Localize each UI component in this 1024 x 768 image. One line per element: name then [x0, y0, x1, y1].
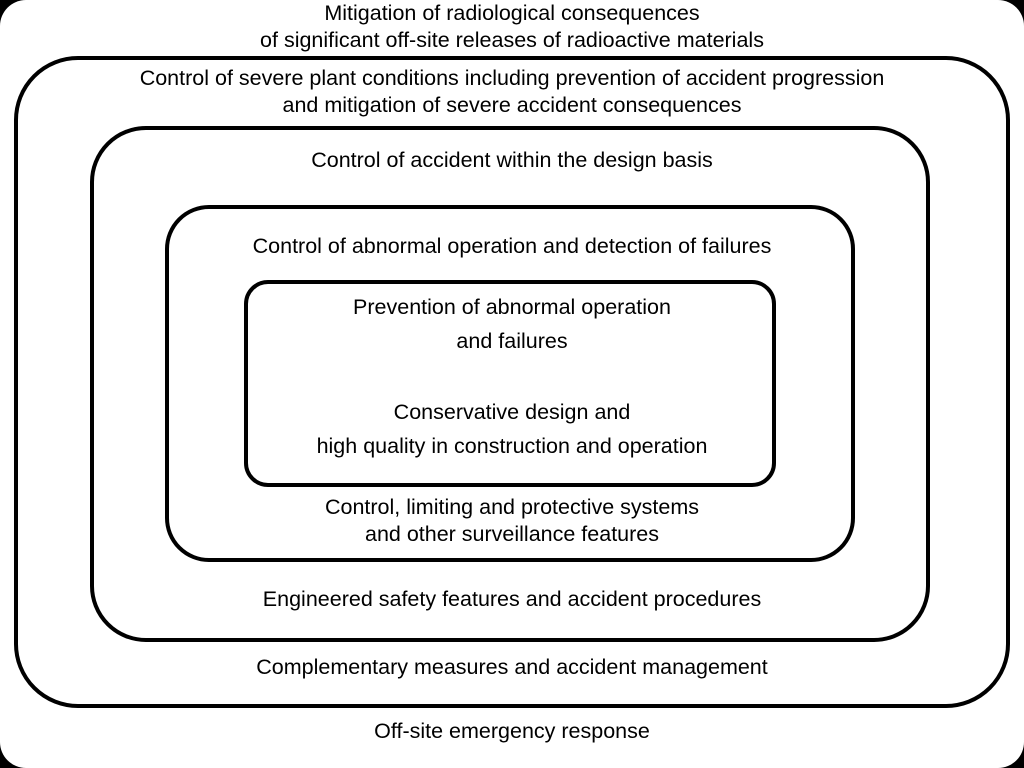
level-1-footer-line-2: high quality in construction and operation — [316, 434, 708, 458]
level-3-footer: Engineered safety features and accident procedures — [262, 587, 762, 611]
level-2-title: Control of abnormal operation and detection of failures — [252, 234, 772, 258]
level-2-footer — [0, 494, 1024, 548]
level-1-footer-line-1: Conservative design and — [393, 400, 631, 424]
level-2-footer-line-2: and other surveillance features — [364, 522, 659, 546]
level-3-title: Control of accident within the design basis — [311, 148, 713, 172]
level-4-title-line-2: and mitigation of severe accident consequences — [282, 93, 742, 117]
level-1-title-line-2: and failures — [456, 329, 568, 353]
level-5-title-line-1: Mitigation of radiological consequences — [324, 1, 700, 25]
level-4-title — [0, 65, 1024, 119]
level-4-footer: Complementary measures and accident management — [256, 655, 768, 679]
level-5-title-line-2: of significant off-site releases of radioactive materials — [260, 28, 764, 52]
level-5-title — [0, 0, 1024, 54]
level-1-title — [0, 294, 1024, 355]
level-5-footer: Off-site emergency response — [374, 719, 650, 743]
level-1-footer — [0, 399, 1024, 460]
level-4-title-line-1: Control of severe plant conditions including prevention of accident progression — [139, 66, 885, 90]
level-1-title-line-1: Prevention of abnormal operation — [353, 295, 671, 319]
level-2-footer-line-1: Control, limiting and protective systems — [324, 495, 699, 519]
